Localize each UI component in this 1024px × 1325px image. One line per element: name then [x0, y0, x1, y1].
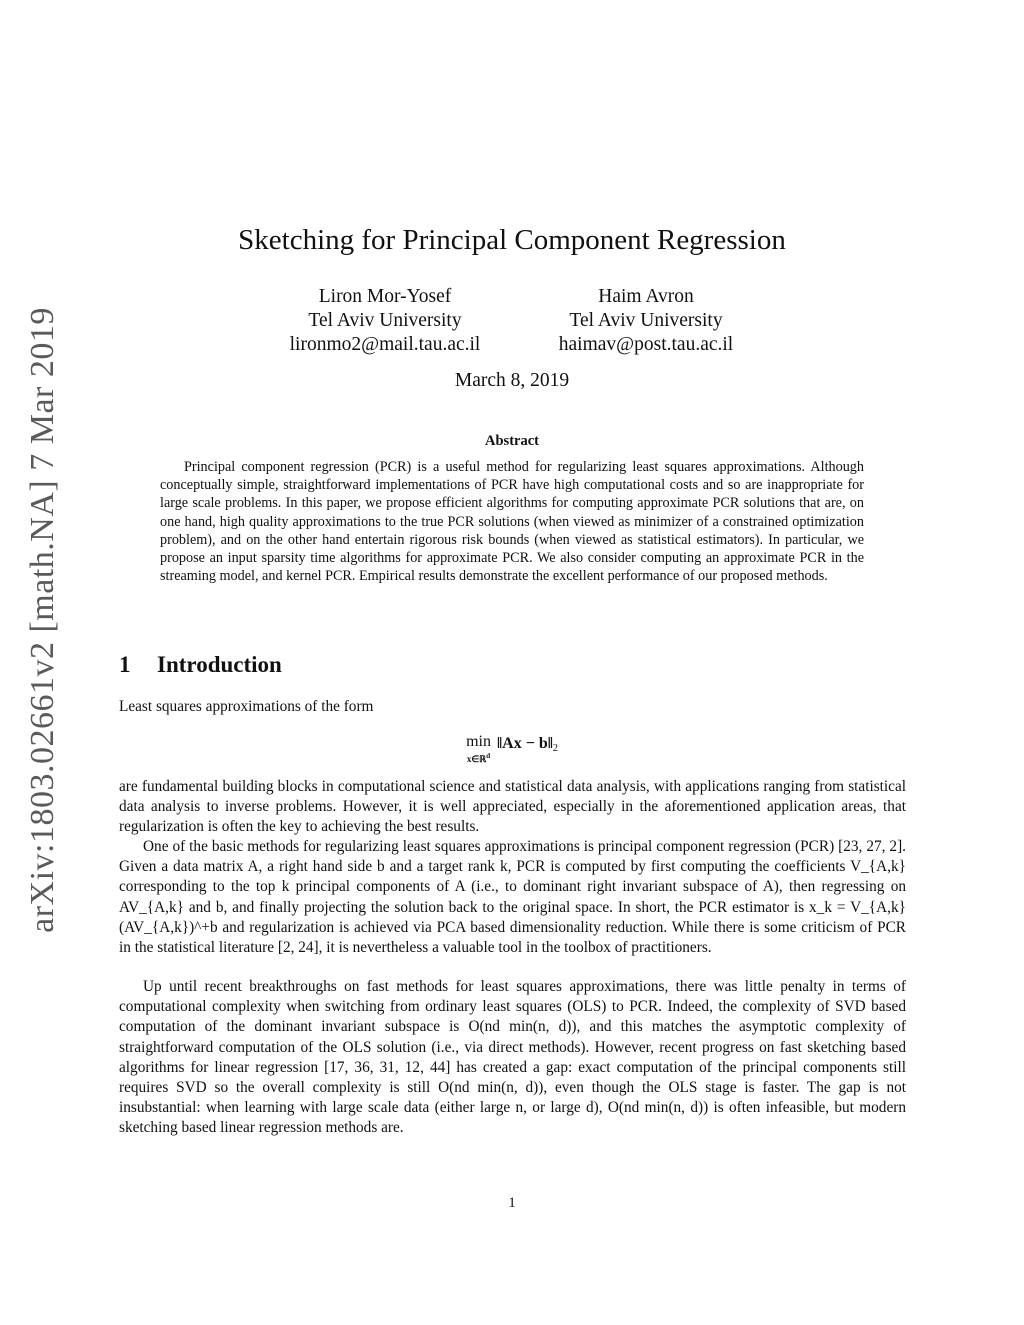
author-affiliation: Tel Aviv University	[569, 310, 723, 331]
author-block-1	[255, 285, 515, 357]
lead-paragraph: Least squares approximations of the form	[119, 698, 374, 715]
section-title: Introduction	[157, 652, 282, 677]
author-email: haimav@post.tau.ac.il	[558, 334, 734, 355]
equation-norm-index: 2	[552, 743, 558, 754]
paragraph-3: Up until recent breakthroughs on fast methods for least squares approximations, there was little penalty in terms of computational complexity when switching from ordinary least squares (OLS) to PCR. Indeed, the complexity of SVD based computation of the dominant invariant subspace is O(nd min(n, d)), and this matches the asymptotic complexity of straightforward computation of the OLS solution (i.e., via direct methods). However, recent progress on fast sketching based algorithms for linear regression [17, 36, 31, 12, 44] has created a gap: exact computation of the principal components still requires SVD so the overall complexity is still O(nd min(n, d)), even though the OLS stage is faster. The gap is not insubstantial: when learning with large scale data (either large n, or large d), O(nd min(n, d)) is often infeasible, but modern sketching based linear regression methods are.	[119, 978, 906, 1137]
display-equation	[0, 733, 1024, 766]
equation-expression: ‖Ax − b‖2	[496, 735, 558, 754]
section-heading	[119, 652, 282, 678]
paper-date: March 8, 2019	[454, 370, 570, 391]
abstract-text: Principal component regression (PCR) is a useful method for regularizing least squares approximations. Although conceptually simple, straightforward implementations of PCR have high computational costs and so are inappropriate for large scale problems. In this paper, we propose efficient algorithms for computing approximate PCR solutions that are, on one hand, high quality approximations to the true PCR solutions (when viewed as minimizer of a constrained optimization problem), and on the other hand entertain rigorous risk bounds (when viewed as statistical estimators). In particular, we propose an input sparsity time algorithms for approximate PCR. We also consider computing an approximate PCR in the streaming model, and kernel PCR. Empirical results demonstrate the excellent performance of our proposed methods.	[160, 459, 864, 585]
author-email: lironmo2@mail.tau.ac.il	[289, 334, 481, 355]
author-name: Liron Mor-Yosef	[318, 286, 452, 307]
paragraph-1: are fundamental building blocks in computational science and statistical data analysis, with applications ranging from statistical data analysis to inverse problems. However, it is well appreciated, especially in the aforementioned application areas, that regularization is often the key to achieving the best results.	[119, 778, 906, 836]
paper-title: Sketching for Principal Component Regression	[238, 224, 786, 256]
paragraph-2: One of the basic methods for regularizing least squares approximations is principal component regression (PCR) [23, 27, 2]. Given a data matrix A, a right hand side b and a target rank k, PCR is computed by first computing the coefficients V_{A,k} corresponding to the top k principal components of A (i.e., to dominant right invariant subspace of A), then regressing on AV_{A,k} and b, and finally projecting the solution back to the original space. In short, the PCR estimator is x_k = V_{A,k}(AV_{A,k})^+b and regularization is achieved via PCA based dimensionality reduction. While there is some criticism of PCR in the statistical literature [2, 24], it is nevertheless a valuable tool in the toolbox of practitioners.	[119, 838, 906, 957]
author-block-2	[516, 285, 776, 357]
author-name: Haim Avron	[598, 286, 694, 307]
arxiv-stamp: arXiv:1803.02661v2 [math.NA] 7 Mar 2019	[24, 307, 61, 933]
equation-subscript-power: d	[486, 752, 491, 760]
page-number: 1	[508, 1195, 516, 1211]
equation-subscript: x∈ℝ$^d$	[466, 752, 491, 764]
author-affiliation: Tel Aviv University	[308, 310, 462, 331]
equation-operator: min	[466, 733, 491, 750]
equation-min	[466, 735, 491, 766]
section-number: 1	[119, 652, 131, 677]
abstract-heading: Abstract	[485, 433, 539, 449]
